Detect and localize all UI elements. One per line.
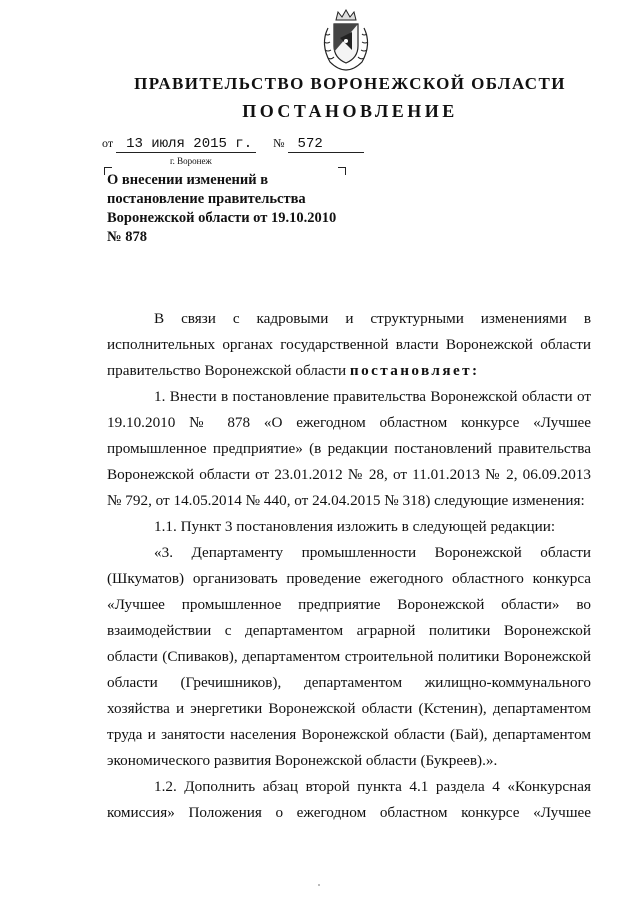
document-body [107,306,591,826]
page-mark [318,884,320,886]
resolution-keyword: постановляет: [349,362,480,379]
paragraph: В связи с кадровыми и структурными изменениями в исполнительных органах государственной власти Воронежской области правительство Воронежской области постановляет: [107,310,591,379]
paragraph: 1.2. Дополнить абзац второй пункта 4.1 раздела 4 «Конкурсная комиссия» Положения о ежегодном областном конкурсе «Лучшее [107,778,591,821]
paragraph: 1.1. Пункт 3 постановления изложить в следующей редакции: [154,518,556,535]
date-prefix: от [102,136,114,150]
document-subject: О внесении изменений в постановление правительства Воронежской области от 19.10.2010 № 878 [107,172,337,245]
date-number-line [102,136,364,153]
government-title: ПРАВИТЕЛЬСТВО ВОРОНЕЖСКОЙ ОБЛАСТИ [134,74,566,93]
document-type: ПОСТАНОВЛЕНИЕ [242,101,458,121]
city: г. Воронеж [170,156,212,166]
document-number: 572 [288,137,364,153]
paragraph: 1. Внести в постановление правительства Воронежской области от 19.10.2010 № 878 «О ежегодном областном конкурсе «Лучшее промышленное предприятие» (в редакции постановлений правительства Воронежской области от 23.01.2012 № 28, от 11.01.2013 № 2, 06.09.2013 № 792, от 14.05.2014 № 440, от 24.04.2015 № 318) следующие изменения: [107,388,591,509]
paragraph: «3. Департаменту промышленности Воронежской области (Шкуматов) организовать проведение ежегодного областного конкурса «Лучшее промышленное предприятие Воронежской области» во взаимодействии с департаментом аграрной политики Воронежской области (Спиваков), департаментом строительной политики Воронежской области (Гречишников), департаментом жилищно-коммунального хозяйства и энергетики Воронежской области (Кстенин), департаментом труда и занятости населения Воронежской области (Бай), департаментом экономического развития Воронежской области (Букреев).». [107,544,591,769]
document-date: 13 июля 2015 г. [116,137,256,153]
number-prefix: № [273,136,285,150]
coat-of-arms-icon [316,8,376,72]
